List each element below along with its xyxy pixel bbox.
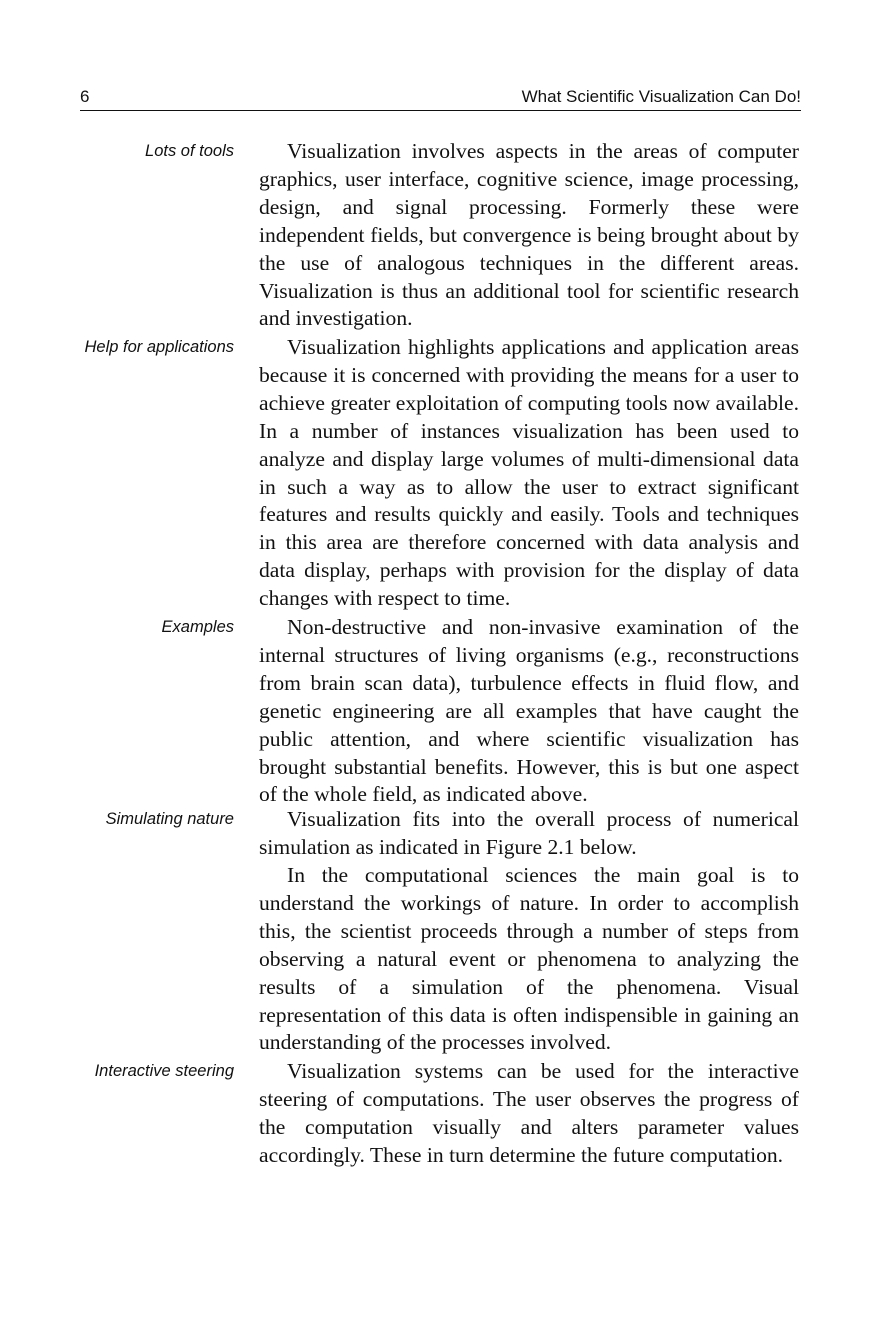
paragraph-interactive-steering: Visualization systems can be used for the interactive steering of computations. The user observes the progress of the computation visually and alters parameter values accordingly. These in turn determine the future computation.: [259, 1059, 799, 1167]
margin-note-simulating-nature: Simulating nature: [105, 810, 234, 828]
paragraph-computational-sciences: In the computational sciences the main goal is to understand the workings of nature. In order to accomplish this, the scientist proceeds through a number of steps from observing a natural event or phenomena to analyzing the results of a simulation of the phenomena. Visual representation of this data is often indispensible in gaining an understanding of the processes involved.: [259, 863, 799, 1055]
paragraph-simulating-nature: Visualization fits into the overall process of numerical simulation as indicated in Figure 2.1 below.: [259, 807, 799, 859]
paragraph-lots-of-tools: Visualization involves aspects in the areas of computer graphics, user interface, cognitive science, image processing, design, and signal processing. Formerly these were independent fields, but convergence is being brought about by the use of analogous techniques in the different areas. Visualization is thus an additional tool for scientific research and investigation.: [259, 139, 799, 331]
margin-note-help-for-applications: Help for applications: [84, 338, 234, 356]
page-number: 6: [80, 87, 90, 106]
paragraph-help-for-applications: Visualization highlights applications and application areas because it is concerned with providing the means for a user to achieve greater exploitation of computing tools now available. In a number of instances visualization has been used to analyze and display large volumes of multi-dimensional data in such a way as to allow the user to extract significant features and results quickly and easily. Tools and techniques in this area are therefore concerned with data analysis and data display, perhaps with provision for the display of data changes with respect to time.: [259, 335, 799, 611]
running-head: What Scientific Visualization Can Do!: [521, 87, 801, 106]
margin-note-interactive-steering: Interactive steering: [94, 1062, 234, 1080]
margin-note-examples: Examples: [161, 618, 234, 636]
paragraph-examples: Non-destructive and non-invasive examination of the internal structures of living organisms (e.g., reconstructions from brain scan data), turbulence effects in fluid flow, and genetic engineering are all examples that have caught the public attention, and where scientific visualization has brought substantial benefits. However, this is but one aspect of the whole field, as indicated above.: [259, 615, 799, 807]
page-header: [80, 86, 801, 111]
margin-note-lots-of-tools: Lots of tools: [145, 142, 234, 160]
